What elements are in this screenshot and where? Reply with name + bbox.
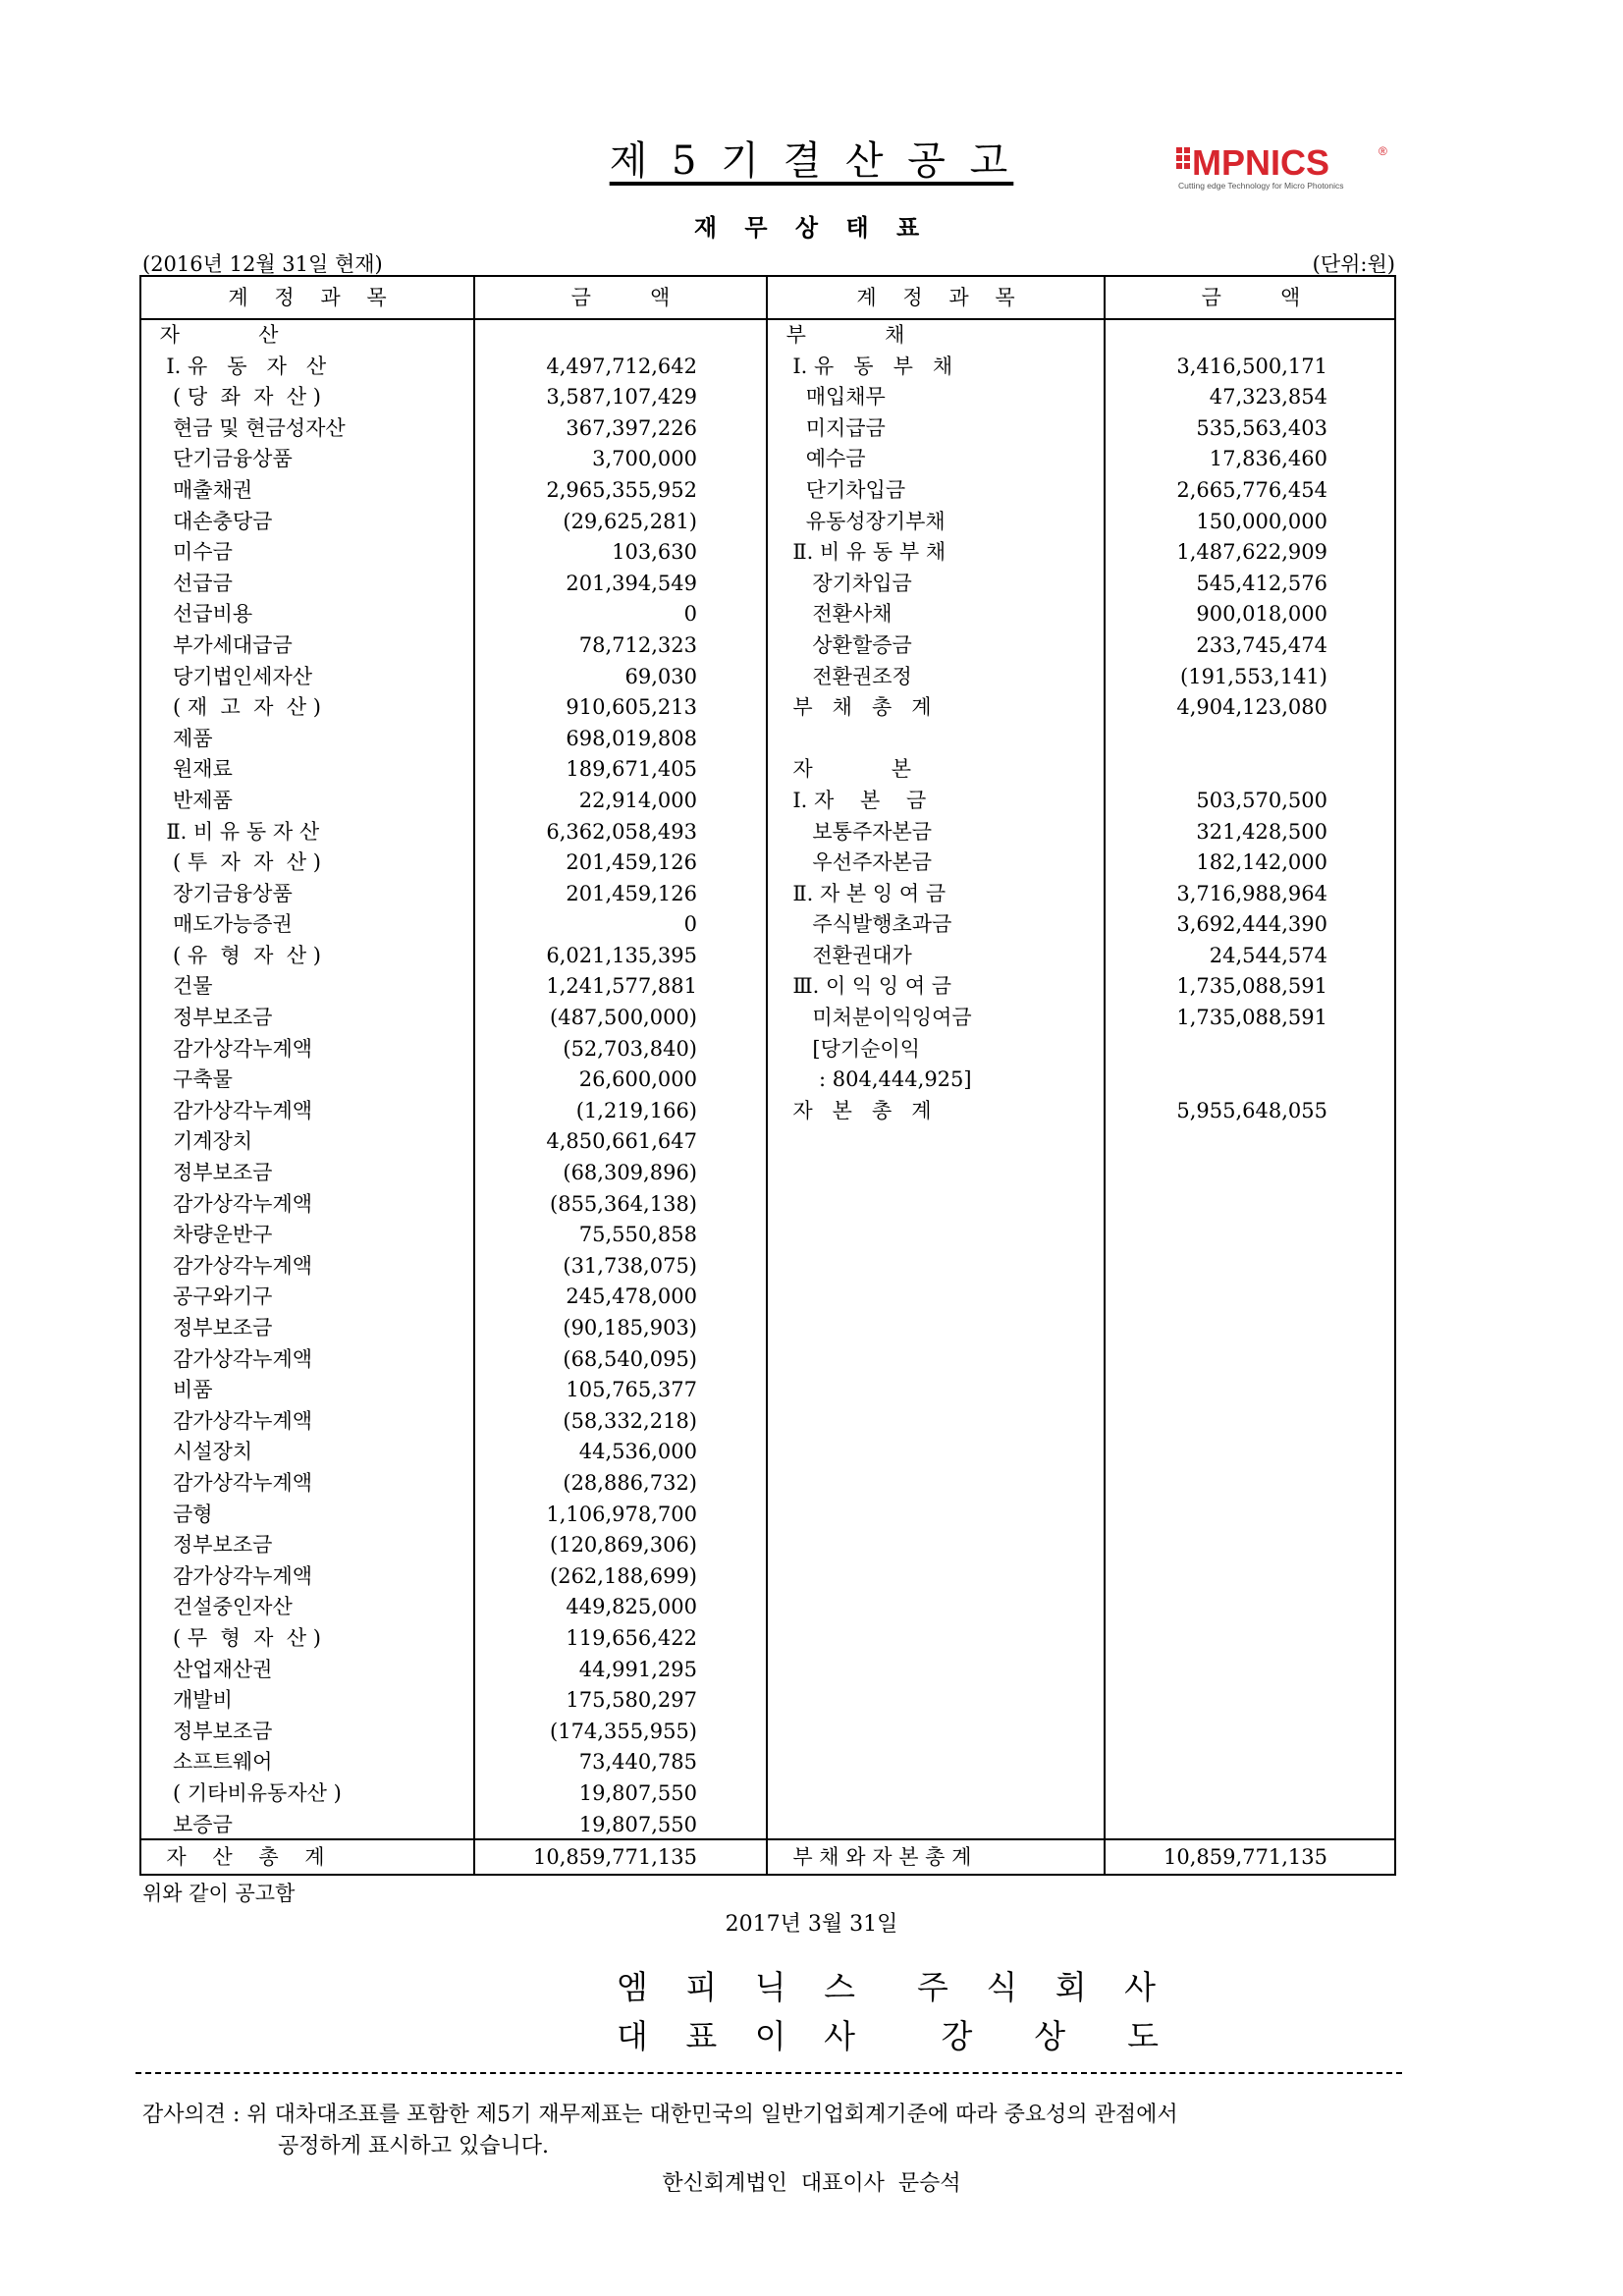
asset-account-name: 보증금 — [153, 1812, 233, 1836]
logo-tagline: Cutting edge Technology for Micro Photonics — [1178, 181, 1344, 191]
assets-amount-column — [479, 320, 697, 1840]
as-of-date: (2016년 12월 31일 현재) — [142, 252, 383, 276]
asset-account-name: 미수금 — [153, 540, 233, 565]
liability-equity-account-name: : 804,444,925] — [780, 1067, 972, 1092]
asset-amount: 0 — [683, 602, 697, 627]
asset-amount: 3,700,000 — [592, 447, 697, 471]
asset-account-name: 산업재산권 — [153, 1657, 273, 1681]
liability-equity-account-name: Ⅰ. 자 본 금 — [780, 788, 927, 812]
asset-amount: 19,807,550 — [578, 1780, 697, 1805]
asset-account-name: ( 투 자 자 산 ) — [153, 850, 321, 875]
liability-equity-account-name: 전환권조정 — [780, 664, 912, 688]
asset-account-name: 비품 — [153, 1378, 213, 1402]
asset-amount: (29,625,281) — [563, 509, 697, 533]
asset-amount: (120,869,306) — [550, 1533, 697, 1558]
asset-account-name: ( 당 좌 자 산 ) — [153, 385, 321, 410]
liability-equity-account-name: 유동성장기부채 — [780, 509, 946, 533]
asset-account-name: 제품 — [153, 726, 213, 750]
asset-account-name: 부가세대급금 — [153, 632, 293, 657]
liabilities-account-column — [780, 320, 1094, 1126]
liability-equity-amount: 535,563,403 — [1196, 415, 1327, 440]
liability-equity-account-name: 전환사채 — [780, 602, 893, 627]
asset-account-name: 감가상각누계액 — [153, 1346, 313, 1371]
liability-equity-account-name: 전환권대가 — [780, 943, 912, 967]
audit-opinion-line-2: 공정하게 표시하고 있습니다. — [278, 2134, 550, 2159]
asset-account-name: 자 산 — [153, 323, 279, 347]
asset-account-name: ( 재 고 자 산 ) — [153, 695, 321, 720]
liability-equity-amount: 150,000,000 — [1196, 509, 1327, 533]
liability-equity-amount: 321,428,500 — [1196, 819, 1327, 844]
asset-account-name: 매출채권 — [153, 477, 253, 502]
logo-wordmark: MPNICS — [1192, 142, 1330, 183]
asset-account-name: 선급금 — [153, 571, 233, 595]
liability-equity-amount — [1109, 1034, 1327, 1066]
liability-equity-amount: 3,716,988,964 — [1176, 881, 1327, 905]
liability-equity-account-name: 미지급금 — [780, 415, 886, 440]
total-assets-amount: 10,859,771,135 — [533, 1845, 697, 1869]
total-liabilities-equity-amount: 10,859,771,135 — [1163, 1845, 1327, 1869]
total-liabilities-equity-label: 부 채 와 자 본 총 계 — [780, 1845, 972, 1869]
asset-account-name: 선급비용 — [153, 602, 253, 627]
asset-amount: (262,188,699) — [550, 1563, 697, 1588]
asset-amount: 4,850,661,647 — [546, 1129, 697, 1154]
balance-sheet-table — [139, 275, 1396, 1876]
liability-equity-amount: 5,955,648,055 — [1176, 1098, 1327, 1122]
header-left-amount: 금 액 — [570, 286, 671, 309]
header-right-account: 계 정 과 목 — [856, 286, 1015, 309]
assets-account-column — [153, 320, 467, 1840]
asset-account-name: 정부보조금 — [153, 1161, 273, 1185]
asset-account-name: 감가상각누계액 — [153, 1563, 313, 1588]
total-assets-label: 자 산 총 계 — [153, 1845, 325, 1869]
asset-amount: 75,550,858 — [578, 1223, 697, 1247]
liability-equity-amount — [1109, 724, 1327, 755]
statement-subtitle: 재 무 상 태 표 — [693, 214, 930, 242]
asset-amount: 698,019,808 — [566, 726, 697, 750]
asset-account-name: 소프트웨어 — [153, 1750, 273, 1775]
liability-equity-amount: 182,142,000 — [1196, 850, 1327, 875]
asset-account-name: 차량운반구 — [153, 1223, 273, 1247]
asset-amount: 189,671,405 — [566, 757, 697, 782]
asset-account-name: 구축물 — [153, 1067, 233, 1092]
asset-account-name: 정부보조금 — [153, 1316, 273, 1339]
liability-equity-amount — [1109, 754, 1327, 786]
liability-equity-amount: 47,323,854 — [1209, 385, 1327, 410]
liability-equity-account-name: 자 본 — [780, 757, 912, 782]
liability-equity-amount: 233,745,474 — [1196, 632, 1327, 657]
header-left-account: 계 정 과 목 — [228, 286, 387, 309]
asset-account-name: 장기금융상품 — [153, 881, 293, 905]
liabilities-amount-column — [1109, 320, 1327, 1126]
liability-equity-amount — [1109, 320, 1327, 352]
asset-account-name: 감가상각누계액 — [153, 1191, 313, 1216]
asset-account-name: 반제품 — [153, 788, 233, 812]
liability-equity-amount: 1,735,088,591 — [1176, 974, 1327, 999]
asset-amount: 4,497,712,642 — [546, 354, 697, 378]
asset-amount: 245,478,000 — [566, 1285, 697, 1309]
asset-account-name: 대손충당금 — [153, 509, 273, 533]
asset-amount: (90,185,903) — [563, 1316, 697, 1339]
asset-account-name: 건설중인자산 — [153, 1595, 293, 1619]
asset-amount: 201,459,126 — [566, 850, 697, 875]
asset-amount: 0 — [683, 912, 697, 937]
asset-amount: 22,914,000 — [578, 788, 697, 812]
liability-equity-account-name: 매입채무 — [780, 385, 886, 410]
liability-equity-account-name: 부 채 — [780, 323, 905, 347]
asset-amount: 105,765,377 — [566, 1378, 697, 1402]
logo-registered-icon: ® — [1379, 144, 1387, 158]
asset-amount: 6,021,135,395 — [546, 943, 697, 967]
liability-equity-amount: 3,416,500,171 — [1176, 354, 1327, 378]
asset-amount: 6,362,058,493 — [546, 819, 697, 844]
liability-equity-account-name: Ⅱ. 자 본 잉 여 금 — [780, 881, 947, 905]
company-logo — [1176, 139, 1392, 194]
asset-amount: 3,587,107,429 — [546, 385, 697, 410]
asset-account-name: 원재료 — [153, 757, 233, 782]
asset-account-name: ( 무 형 자 산 ) — [153, 1625, 321, 1650]
asset-amount: (58,332,218) — [563, 1408, 697, 1433]
ceo-name: 대 표 이 사 강 상 도 — [617, 2017, 1173, 2055]
asset-account-name: 정부보조금 — [153, 1719, 273, 1743]
liability-equity-amount: 3,692,444,390 — [1176, 912, 1327, 937]
liability-equity-account-name: 보통주자본금 — [780, 819, 933, 844]
asset-account-name: 매도가능증권 — [153, 912, 293, 937]
asset-amount: 175,580,297 — [566, 1688, 697, 1713]
liability-equity-amount: 17,836,460 — [1209, 447, 1327, 471]
header-right-amount: 금 액 — [1201, 286, 1301, 309]
asset-amount: 19,807,550 — [578, 1812, 697, 1836]
liability-equity-account-name: Ⅲ. 이 익 잉 여 금 — [780, 974, 952, 999]
liability-equity-account-name — [780, 724, 1094, 755]
liability-equity-amount: 900,018,000 — [1196, 602, 1327, 627]
liability-equity-amount: 1,735,088,591 — [1176, 1006, 1327, 1030]
asset-amount: 201,459,126 — [566, 881, 697, 905]
asset-account-name: 기계장치 — [153, 1129, 253, 1154]
liability-equity-account-name: 우선주자본금 — [780, 850, 933, 875]
liability-equity-amount — [1109, 1065, 1327, 1096]
liability-equity-account-name: 단기차입금 — [780, 477, 906, 502]
asset-amount: (68,309,896) — [563, 1161, 697, 1185]
auditor-signature: 한신회계법인 대표이사 문승석 — [662, 2171, 961, 2196]
liability-equity-account-name: 예수금 — [780, 447, 866, 471]
asset-amount: 910,605,213 — [566, 695, 697, 720]
asset-amount: (31,738,075) — [563, 1253, 697, 1278]
announcement-date: 2017년 3월 31일 — [725, 1912, 898, 1937]
liability-equity-amount: 503,570,500 — [1196, 788, 1327, 812]
asset-amount: 367,397,226 — [566, 415, 697, 440]
asset-amount: 69,030 — [624, 664, 697, 688]
asset-account-name: 감가상각누계액 — [153, 1036, 313, 1061]
liability-equity-account-name: 주식발행초과금 — [780, 912, 952, 937]
asset-amount — [479, 320, 697, 352]
liability-equity-amount: (191,553,141) — [1180, 664, 1327, 688]
asset-amount: (28,886,732) — [563, 1470, 697, 1495]
asset-account-name: 당기법인세자산 — [153, 664, 313, 688]
asset-amount: 73,440,785 — [578, 1750, 697, 1775]
asset-amount: 103,630 — [612, 540, 697, 565]
asset-amount: 44,536,000 — [578, 1440, 697, 1464]
asset-account-name: 시설장치 — [153, 1440, 253, 1464]
asset-amount: (52,703,840) — [563, 1036, 697, 1061]
liability-equity-account-name: Ⅱ. 비 유 동 부 채 — [780, 540, 947, 565]
liability-equity-amount: 1,487,622,909 — [1176, 540, 1327, 565]
asset-amount: (174,355,955) — [550, 1719, 697, 1743]
asset-account-name: 감가상각누계액 — [153, 1408, 313, 1433]
liability-equity-account-name: 부 채 총 계 — [780, 695, 932, 720]
liability-equity-account-name: 장기차입금 — [780, 571, 912, 595]
asset-amount: 1,106,978,700 — [546, 1502, 697, 1526]
asset-amount: (1,219,166) — [575, 1098, 697, 1122]
asset-amount: 449,825,000 — [566, 1595, 697, 1619]
asset-amount: 201,394,549 — [566, 571, 697, 595]
company-name: 엠 피 닉 스 주 식 회 사 — [617, 1968, 1169, 2006]
liability-equity-account-name: [당기순이익 — [780, 1036, 920, 1061]
liability-equity-account-name: Ⅰ. 유 동 부 채 — [780, 354, 953, 378]
audit-opinion-line-1: 감사의견 : 위 대차대조표를 포함한 제5기 재무제표는 대한민국의 일반기업회계기준에 따라 중요성의 관점에서 — [142, 2103, 1178, 2127]
asset-amount: 1,241,577,881 — [546, 974, 697, 999]
unit-note: (단위:원) — [1312, 252, 1395, 276]
liability-equity-account-name: 미처분이익잉여금 — [780, 1006, 972, 1030]
asset-amount: 119,656,422 — [566, 1625, 697, 1650]
asset-amount: 2,965,355,952 — [546, 477, 697, 502]
liability-equity-amount: 545,412,576 — [1196, 571, 1327, 595]
asset-amount: (487,500,000) — [550, 1006, 697, 1030]
asset-account-name: 현금 및 현금성자산 — [153, 415, 346, 440]
liability-equity-amount: 2,665,776,454 — [1176, 477, 1327, 502]
asset-account-name: Ⅱ. 비 유 동 자 산 — [153, 819, 320, 844]
asset-account-name: 개발비 — [153, 1688, 233, 1713]
asset-account-name: ( 유 형 자 산 ) — [153, 943, 321, 967]
asset-amount: 44,991,295 — [578, 1657, 697, 1681]
asset-amount: 26,600,000 — [578, 1067, 697, 1092]
asset-account-name: 공구와기구 — [153, 1285, 273, 1309]
asset-amount: (855,364,138) — [550, 1191, 697, 1216]
asset-account-name: 감가상각누계액 — [153, 1253, 313, 1278]
asset-account-name: ( 기타비유동자산 ) — [153, 1780, 342, 1805]
asset-amount: 78,712,323 — [578, 632, 697, 657]
asset-account-name: 정부보조금 — [153, 1006, 273, 1030]
asset-account-name: 감가상각누계액 — [153, 1098, 313, 1122]
asset-account-name: Ⅰ. 유 동 자 산 — [153, 354, 327, 378]
announcement-note: 위와 같이 공고함 — [142, 1882, 296, 1905]
asset-account-name: 금형 — [153, 1502, 213, 1526]
separator-line — [135, 2072, 1402, 2074]
page-title: 제 5 기 결 산 공 고 — [609, 138, 1014, 184]
asset-account-name: 단기금융상품 — [153, 447, 293, 471]
asset-account-name: 감가상각누계액 — [153, 1470, 313, 1495]
liability-equity-account-name: 상환할증금 — [780, 632, 912, 657]
liability-equity-amount: 24,544,574 — [1209, 943, 1327, 967]
liability-equity-account-name: 자 본 총 계 — [780, 1098, 932, 1122]
liability-equity-amount: 4,904,123,080 — [1176, 695, 1327, 720]
asset-account-name: 정부보조금 — [153, 1533, 273, 1558]
asset-account-name: 건물 — [153, 974, 213, 999]
asset-amount: (68,540,095) — [563, 1346, 697, 1371]
